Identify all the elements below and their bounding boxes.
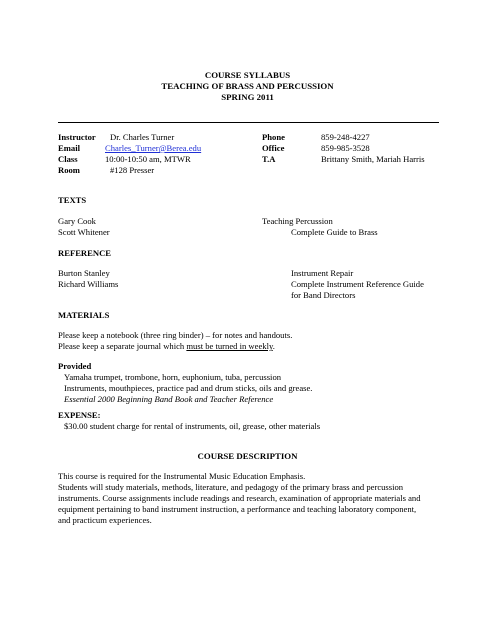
- provided-item: Yamaha trumpet, trombone, horn, euphonium, tuba, percussion: [64, 372, 282, 382]
- provided-item: Instruments, mouthpieces, practice pad and drum sticks, oils and grease.: [64, 383, 313, 393]
- reference-author: Burton Stanley: [58, 268, 110, 278]
- office-label: Office: [262, 143, 285, 153]
- journal-period: .: [272, 341, 275, 351]
- reference-title: Complete Instrument Reference Guide: [291, 279, 424, 289]
- ta-value: Brittany Smith, Mariah Harris: [321, 154, 425, 164]
- materials-notebook-line: Please keep a notebook (three ring binder) – for notes and handouts.: [58, 330, 293, 340]
- journal-underlined-text: must be turned in weekly: [186, 341, 273, 351]
- materials-journal-line: [58, 341, 275, 351]
- syllabus-title: COURSE SYLLABUS: [204, 70, 291, 80]
- provided-heading: Provided: [58, 361, 92, 371]
- text-title: Complete Guide to Brass: [291, 227, 378, 237]
- journal-text: Please keep a separate journal which: [58, 341, 187, 351]
- course-description-heading: COURSE DESCRIPTION: [197, 451, 298, 461]
- text-author: Scott Whitener: [58, 227, 110, 237]
- phone-label: Phone: [262, 132, 285, 142]
- text-author: Gary Cook: [58, 216, 96, 226]
- instructor-label: Instructor: [58, 132, 96, 142]
- class-label: Class: [58, 154, 78, 164]
- header-divider: [58, 122, 439, 123]
- description-line: instruments. Course assignments include readings and research, examination of appropriate materials and: [58, 493, 421, 503]
- description-line: Students will study materials, methods, literature, and pedagogy of the primary brass and percussion: [58, 482, 404, 492]
- texts-heading: TEXTS: [58, 195, 87, 205]
- room-label: Room: [58, 165, 80, 175]
- reference-title: Instrument Repair: [291, 268, 354, 278]
- materials-heading: MATERIALS: [58, 310, 110, 320]
- description-paragraph: This course is required for the Instrumental Music Education Emphasis.: [58, 471, 306, 481]
- phone-value: 859-248-4227: [321, 132, 370, 142]
- description-line: equipment pertaining to band instrument instruction, a performance and teaching laboratory component,: [58, 504, 417, 514]
- instructor-value: Dr. Charles Turner: [110, 132, 175, 142]
- class-value: 10:00-10:50 am, MTWR: [105, 154, 191, 164]
- reference-title-continued: for Band Directors: [291, 290, 356, 300]
- expense-heading: EXPENSE:: [58, 410, 101, 420]
- text-title: Teaching Percussion: [262, 216, 333, 226]
- course-title: TEACHING OF BRASS AND PERCUSSION: [161, 81, 334, 91]
- semester-title: SPRING 2011: [221, 92, 274, 102]
- reference-author: Richard Williams: [58, 279, 119, 289]
- provided-book: Essential 2000 Beginning Band Book and Teacher Reference: [64, 394, 274, 404]
- email-link[interactable]: Charles_Turner@Berea.edu: [105, 143, 202, 153]
- email-label: Email: [58, 143, 80, 153]
- office-value: 859-985-3528: [321, 143, 370, 153]
- room-value: #128 Presser: [110, 165, 155, 175]
- expense-line: $30.00 student charge for rental of instruments, oil, grease, other materials: [64, 421, 321, 431]
- reference-heading: REFERENCE: [58, 248, 112, 258]
- description-line: and practicum experiences.: [58, 515, 152, 525]
- ta-label: T.A: [262, 154, 276, 164]
